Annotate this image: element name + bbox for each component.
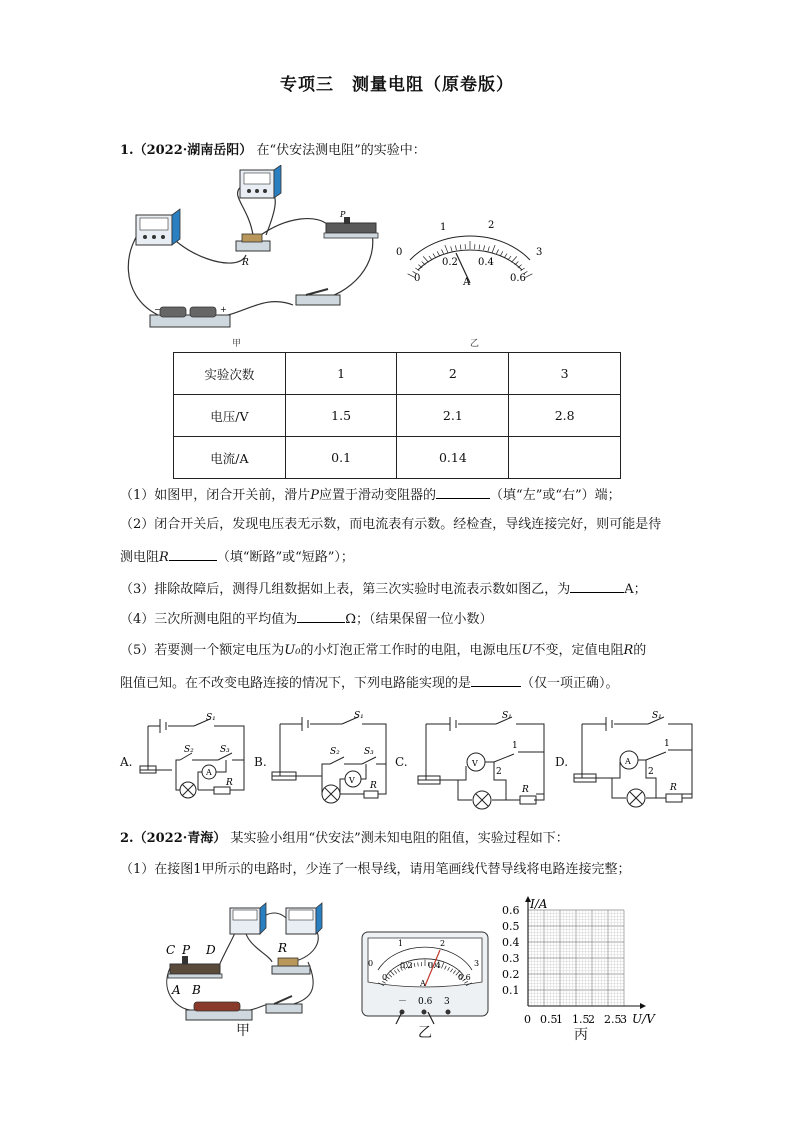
table-cell: 实验次数 [174,353,286,395]
opt-b-meter: V [349,776,355,785]
meter-terminal-neg: － [398,997,408,1007]
q1-sub5-u0: U₀ [284,643,301,658]
q2-label-B: B [192,983,201,997]
q1-sub5-mid2: 不变，定值电阻 [532,643,624,658]
q1-sub2-var: R [159,550,169,565]
meter-bot-0: 0 [382,973,388,982]
opt-a-s2: S₂ [184,745,194,755]
meter-terminal-3: 3 [444,997,450,1007]
opt-a-r: R [226,778,233,788]
svg-text:−: − [154,305,161,314]
dial-tick [451,246,452,251]
x-tick-label: 0.5 [540,1013,558,1026]
q1-sub1 [120,486,621,505]
meter-bot-2: 0.4 [428,961,441,970]
dial-tick [484,245,485,250]
q2-label-C: C [166,943,176,957]
dial-tick [496,249,498,254]
dial-tick [429,256,432,260]
meter-top-0: 0 [368,959,374,968]
option-c-label[interactable]: C. [395,755,408,769]
table-row [174,395,621,437]
x-tick-label: 3 [620,1013,627,1026]
option-a-circuit [136,708,254,804]
opt-c-pos1: 1 [512,741,518,751]
table-cell: 电压/V [174,395,286,437]
dial-tick [504,254,507,258]
dial-tick [500,251,502,255]
meter-bot-1: 0.2 [400,961,413,970]
q1-sub2-line2 [120,548,354,567]
q1-figure-yi-dial [390,215,550,295]
q1-caption-yi: 乙 [470,339,480,349]
q1-sub5-u: U [521,643,533,658]
table-cell: 电流/A [174,437,286,479]
table-cell: 3 [509,353,621,395]
q1-sub4-post: Ω；（结果保留一位小数） [345,612,493,627]
opt-d-pos1: 1 [664,739,670,749]
q2-source: （2022·青海） [133,831,227,846]
q1-sub3 [120,580,647,599]
q2-figure-jia [160,900,340,1025]
option-a-label[interactable]: A. [120,755,133,769]
q1-figure-jia [118,165,388,337]
q1-stem: 在“伏安法测电阻”的实验中： [256,143,426,158]
dial-tick [433,254,436,258]
x-tick-label: 1.5 [572,1013,590,1026]
q2-label-R: R [278,941,288,955]
dial-top-1: 1 [440,222,447,233]
dial-tick [445,245,448,252]
q1-sub5-line1 [120,642,646,660]
table-cell: 1.5 [285,395,397,437]
q1-label-P: P [340,210,346,219]
meter-unit: A [420,979,426,988]
x-tick-label: 1 [556,1013,563,1026]
answer-blank[interactable] [169,548,217,561]
q2-figure-bing-graph [500,896,670,1028]
table-cell [509,437,621,479]
q1-sub2-post: （填“断路”或“短路”）； [216,550,354,565]
table-cell: 0.1 [285,437,397,479]
answer-blank[interactable] [570,580,624,593]
q1-stem-line [120,142,426,160]
x-tick-label: 0 [524,1013,531,1026]
q1-sub5-r: R [623,643,634,658]
battery-device [150,305,230,327]
dial-unit: A [463,277,471,288]
q2-label-D: D [206,943,216,957]
x-tick-label: 2.5 [604,1013,622,1026]
opt-c-s1: S₁ [502,711,512,721]
q1-sub1-pre: （1）如图甲，闭合开关前，滑片 [120,488,311,503]
option-b-label[interactable]: B. [254,755,267,769]
dial-tick [525,274,532,278]
y-tick-label: 0.4 [502,936,520,949]
meter-top-1: 1 [398,939,404,948]
dial-bot-3: 0.6 [510,273,526,284]
opt-b-r: R [370,781,377,791]
opt-d-pos2: 2 [648,767,654,777]
dial-tick [508,256,511,260]
opt-b-s3: S₃ [364,747,374,757]
option-b-circuit [268,706,394,806]
meter-top-2: 2 [440,939,446,948]
y-tick-label: 0.3 [502,952,520,965]
q2-caption-bing: 丙 [574,1027,588,1043]
table-cell: 2 [397,353,509,395]
table-cell: 1 [285,353,397,395]
y-tick-label: 0.5 [502,920,520,933]
dial-bot-2: 0.4 [478,257,494,268]
q2-sub1: （1）在接图1甲所示的电路时，少连了一根导线，请用笔画线代替导线将电路连接完整； [120,862,631,877]
opt-a-s3: S₃ [220,745,230,755]
graph-y-label: I/A [530,897,548,911]
q2-label-P: P [182,943,191,957]
table-cell: 2.8 [509,395,621,437]
dial-tick [441,249,443,254]
graph-y-ticks [502,904,520,997]
q1-sub4-pre: （4）三次所测电阻的平均值为 [120,612,298,627]
q2-figure-yi-meter [360,930,490,1020]
q1-source: （2022·湖南岳阳） [133,143,253,158]
q1-sub5-line2-post: （仅一项正确）。 [521,676,619,691]
q1-caption-jia: 甲 [232,339,242,349]
opt-b-s2: S₂ [330,747,340,757]
q1-sub2-line1: （2）闭合开关后，发现电压表无示数，而电流表有示数。经检查，导线连接完好，则可能是待 [120,517,662,532]
y-tick-label: 0.1 [502,984,520,997]
q1-sub5-line2 [120,674,619,693]
q1-sub5-mid: 的小灯泡正常工作时的电阻，电源电压 [300,643,522,658]
opt-d-meter: A [625,757,631,766]
q1-sub3-pre: （3）排除故障后，测得几组数据如上表，第三次实验时电流表示数如图乙，为 [120,582,571,597]
q2-caption-yi: 乙 [418,1025,432,1041]
table-row [174,437,621,479]
rheostat-device [324,217,378,238]
ammeter-device [136,209,180,245]
opt-c-r: R [522,785,529,795]
opt-d-s1: S₁ [652,711,662,721]
answer-blank[interactable] [297,610,345,623]
q1-sub1-var: P [310,488,320,503]
opt-a-meter: A [206,768,212,777]
q2-number: 2. [120,831,134,846]
option-d-label[interactable]: D. [555,755,569,769]
dial-ticks [408,241,533,277]
x-tick-label: 2 [588,1013,595,1026]
answer-blank[interactable] [471,674,521,687]
graph-grid [528,910,624,1006]
dial-tick [423,256,428,262]
table-row [174,353,621,395]
q1-sub2-pre: 测电阻 [120,550,160,565]
meter-bot-3: 0.6 [458,973,471,982]
q1-sub5-end: 的 [633,643,647,658]
option-d-circuit [570,706,700,810]
dial-tick [511,256,516,262]
opt-b-s1: S₁ [354,711,364,721]
resistor-device [236,234,270,251]
opt-c-meter: V [472,759,478,768]
dial-top-0: 0 [396,247,403,258]
dial-tick [492,245,495,252]
q2-caption-jia: 甲 [236,1023,250,1039]
q1-sub1-post: （填“左”或“右”）端； [490,488,621,503]
q1-sub3-post: A； [624,582,647,597]
q1-sub5-pre: （5）若要测一个额定电压为 [120,643,285,658]
q1-sub4 [120,610,493,629]
svg-text:+: + [220,305,227,314]
option-c-circuit [410,706,550,810]
opt-d-r: R [670,783,677,793]
dial-tick [488,246,489,251]
switch-device [296,289,340,305]
y-tick-label: 0.2 [502,968,520,981]
q2-label-A: A [172,983,181,997]
opt-a-s1: S₁ [206,713,216,723]
q2-stem-line [120,830,569,848]
dial-tick [460,245,461,250]
dial-top-2: 2 [488,220,495,231]
y-tick-label: 0.6 [502,904,520,917]
table-cell: 2.1 [397,395,509,437]
graph-x-label: U/V [632,1012,655,1026]
dial-bot-1: 0.2 [442,257,458,268]
dial-tick [437,251,439,255]
q1-number: 1. [120,143,134,158]
dial-tick [479,245,480,250]
q1-data-table [173,352,621,479]
meter-terminal-06: 0.6 [418,997,433,1007]
q1-sub1-mid: 应置于滑动变阻器的 [319,488,437,503]
q1-sub5-line2-pre: 阻值已知。在不改变电路连接的情况下，下列电路能实现的是 [120,676,472,691]
q1-label-R: R [242,258,249,268]
dial-bot-0: 0 [414,273,421,284]
q2-stem: 某实验小组用“伏安法”测未知电阻的阻值，实验过程如下： [230,831,569,846]
opt-c-pos2: 2 [496,767,502,777]
answer-blank[interactable] [436,486,490,499]
page-title: 专项三 测量电阻（原卷版） [280,75,514,95]
dial-tick [455,245,456,250]
meter-top-3: 3 [474,959,480,968]
dial-top-3: 3 [536,247,543,258]
voltmeter-device [240,165,281,198]
table-cell: 0.14 [397,437,509,479]
